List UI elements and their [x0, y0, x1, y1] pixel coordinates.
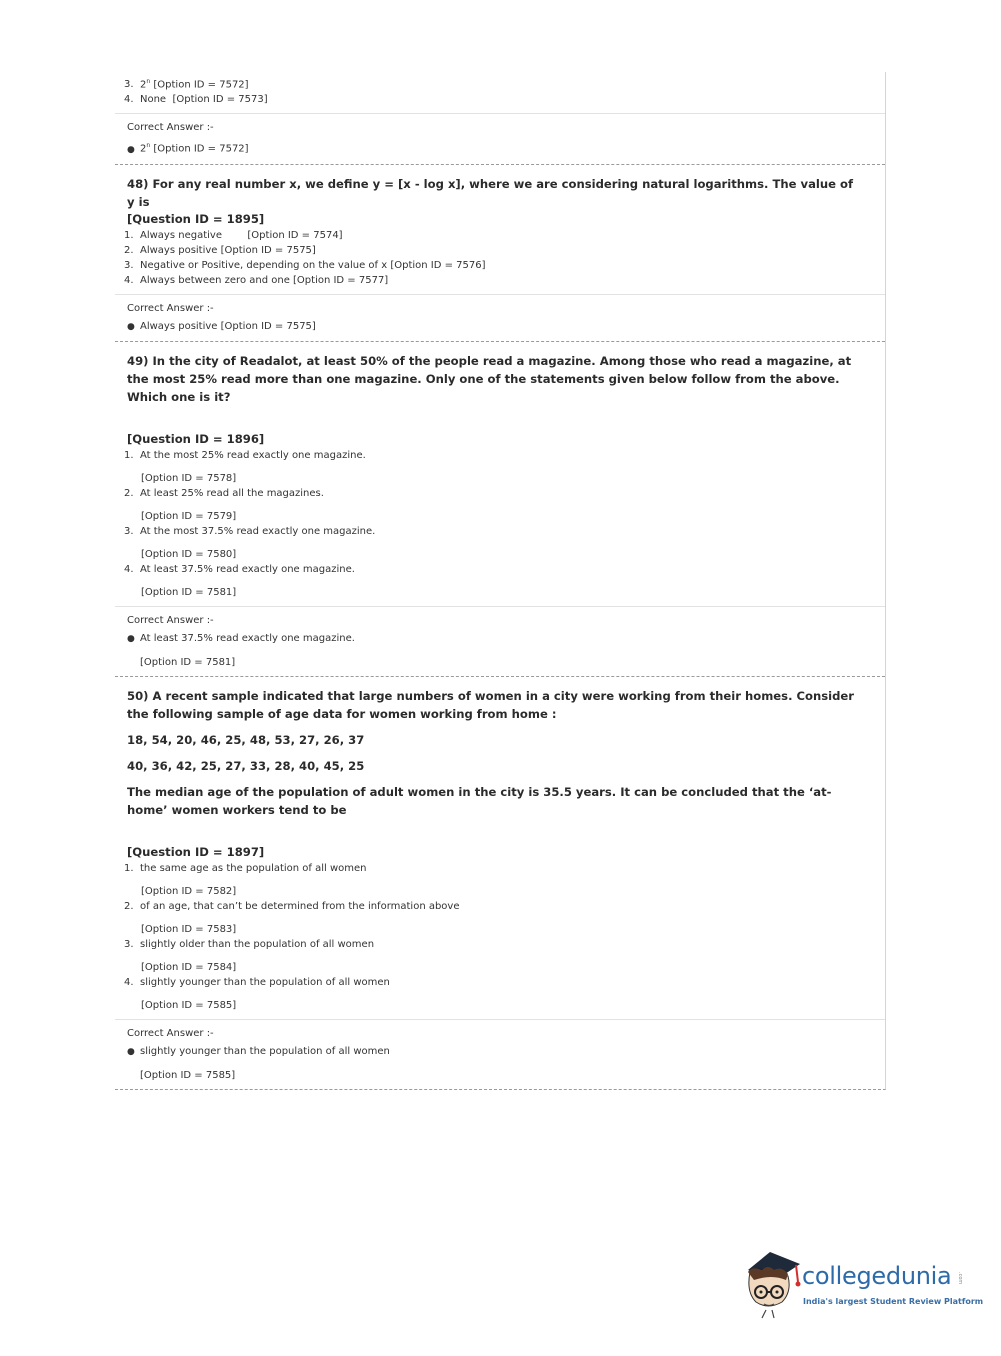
correct-answer-label: Correct Answer :- [127, 614, 214, 626]
option-base: 2 [140, 79, 147, 91]
answer-text: [Option ID = 7572] [153, 143, 249, 155]
option-2 [124, 243, 885, 258]
option-number: 4. [124, 563, 134, 575]
question-text-2: The median age of the population of adult women in the city is 35.5 years. It can be concluded that the ‘at-home’ women workers tend to be [127, 784, 832, 817]
option-1 [124, 861, 885, 899]
option-number: 2. [124, 244, 134, 256]
correct-answer [127, 138, 885, 157]
option-1 [124, 228, 885, 243]
correct-answer-block [115, 606, 885, 676]
question-48 [115, 165, 885, 342]
option-number: 1. [124, 229, 134, 241]
answer-text: Always positive [Option ID = 7575] [140, 320, 316, 332]
bullet-icon: ● [127, 1046, 135, 1057]
question-text: 49) In the city of Readalot, at least 50% of the people read a magazine. Among those who read a magazine, at the most 25% read more than one magazine. Only one of the statements given below follow from the above. Which one is it? [127, 353, 852, 404]
answer-text: slightly younger than the population of all women [140, 1045, 390, 1057]
option-text: At least 25% read all the magazines. [140, 487, 324, 499]
option-number: 2. [124, 487, 134, 499]
option-number: 3. [124, 259, 134, 271]
option-text: At the most 25% read exactly one magazine. [140, 449, 366, 461]
option-1 [124, 448, 885, 486]
brand-tagline: India's largest Student Review Platform [803, 1297, 984, 1306]
option-id: [Option ID = 7582] [141, 885, 237, 897]
option-number: 3. [124, 938, 134, 950]
option-text: Negative or Positive, depending on the value of x [Option ID = 7576] [140, 259, 486, 271]
correct-answer-block [115, 1019, 885, 1089]
brand-name: collegedunia [802, 1262, 952, 1290]
option-3 [124, 74, 885, 92]
brand-domain: .com [957, 1272, 963, 1285]
option-text: of an age, that can’t be determined from the information above [140, 900, 460, 912]
option-number: 1. [124, 862, 134, 874]
age-data-row-1: 18, 54, 20, 46, 25, 48, 53, 27, 26, 37 [127, 732, 365, 747]
correct-answer [127, 319, 885, 335]
option-number: 1. [124, 449, 134, 461]
option-id: [Option ID = 7585] [141, 999, 237, 1011]
option-3 [124, 524, 885, 562]
correct-answer-block [115, 294, 885, 341]
option-text: None [Option ID = 7573] [140, 94, 268, 106]
bullet-icon: ● [127, 321, 135, 332]
question-sheet [115, 72, 886, 1090]
question-text: 48) For any real number x, we define y = [x - log x], where we are considering natural logarithms. The value of y is [127, 176, 854, 209]
bullet-icon: ● [127, 144, 135, 155]
answer-base: 2 [140, 143, 147, 155]
options-list [115, 228, 885, 294]
age-data-row-2: 40, 36, 42, 25, 27, 33, 28, 40, 45, 25 [127, 758, 365, 773]
option-superscript: n [146, 78, 151, 85]
option-text: At the most 37.5% read exactly one magazine. [140, 525, 376, 537]
option-number: 3. [124, 525, 134, 537]
option-number: 3. [124, 79, 134, 91]
correct-answer [127, 631, 885, 647]
option-number: 4. [124, 976, 134, 988]
answer-option-id: [Option ID = 7581] [140, 656, 236, 668]
option-4 [124, 562, 885, 600]
option-id: [Option ID = 7581] [141, 586, 237, 598]
option-number: 4. [124, 274, 134, 286]
option-number: 4. [124, 94, 134, 106]
option-3 [124, 937, 885, 975]
option-4 [124, 92, 885, 107]
option-id: [Option ID = 7579] [141, 510, 237, 522]
option-id: [Option ID = 7583] [141, 923, 237, 935]
option-text: slightly younger than the population of all women [140, 976, 390, 988]
question-text: 50) A recent sample indicated that large numbers of women in a city were working from their homes. Consider the following sample of age data for women working from home : [127, 688, 854, 721]
option-text: Always between zero and one [Option ID = 7577] [140, 274, 389, 286]
option-text: Always positive [Option ID = 7575] [140, 244, 316, 256]
option-2 [124, 486, 885, 524]
answer-superscript: n [146, 142, 151, 150]
correct-answer-label: Correct Answer :- [127, 122, 214, 134]
options-list [115, 72, 885, 113]
option-text: slightly older than the population of all women [140, 938, 375, 950]
option-3 [124, 258, 885, 273]
option-text: the same age as the population of all women [140, 862, 367, 874]
correct-answer-label: Correct Answer :- [127, 1027, 214, 1039]
question-id: [Question ID = 1896] [127, 431, 265, 446]
option-id: [Option ID = 7580] [141, 548, 237, 560]
option-text: At least 37.5% read exactly one magazine. [140, 563, 355, 575]
question-49 [115, 342, 885, 677]
answer-option-id: [Option ID = 7585] [140, 1069, 236, 1081]
question-id: [Question ID = 1897] [127, 844, 265, 859]
option-2 [124, 899, 885, 937]
option-number: 2. [124, 900, 134, 912]
option-4 [124, 975, 885, 1013]
answer-text: At least 37.5% read exactly one magazine. [140, 632, 355, 644]
option-id: [Option ID = 7584] [141, 961, 237, 973]
option-id: [Option ID = 7578] [141, 472, 237, 484]
question-47-tail [115, 72, 885, 165]
option-4 [124, 273, 885, 288]
bullet-icon: ● [127, 633, 135, 644]
correct-answer-block [115, 113, 885, 163]
options-list [115, 861, 885, 1019]
options-list [115, 448, 885, 606]
correct-answer [127, 1044, 885, 1060]
question-id: [Question ID = 1895] [127, 211, 265, 226]
option-text: [Option ID = 7572] [153, 79, 249, 91]
option-text: Always negative [Option ID = 7574] [140, 229, 343, 241]
correct-answer-label: Correct Answer :- [127, 302, 214, 314]
question-50 [115, 677, 885, 1089]
